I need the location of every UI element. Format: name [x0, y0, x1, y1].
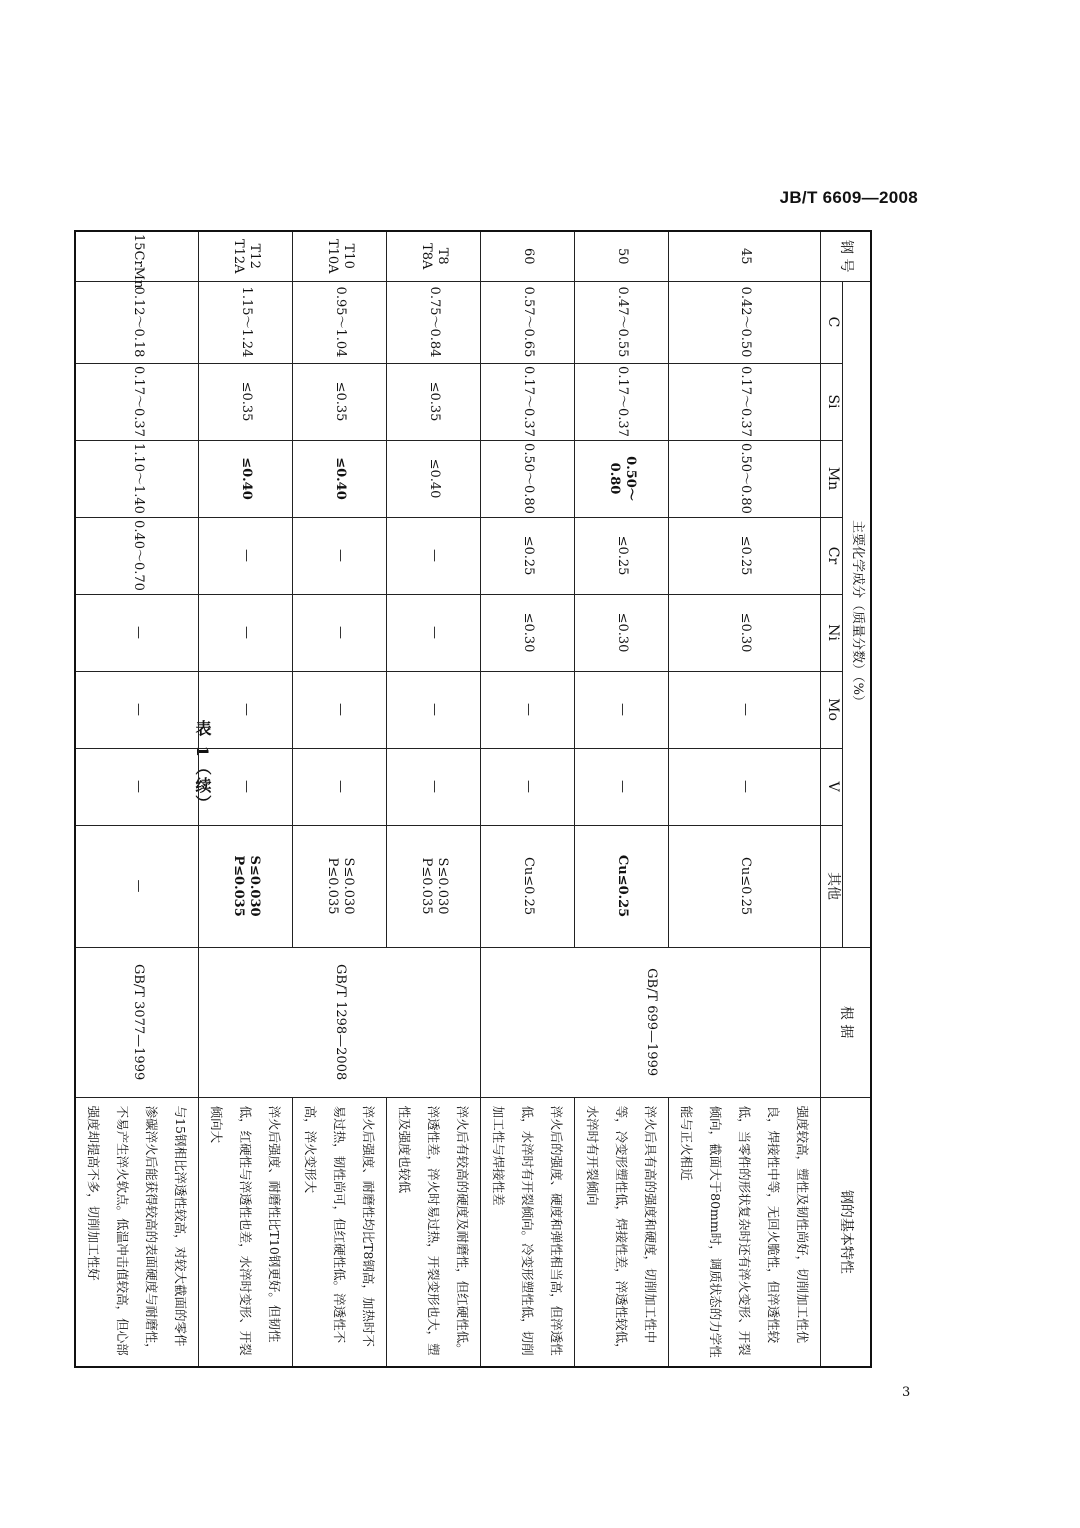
table-row: [387, 231, 481, 1367]
header-mo: Mo: [821, 671, 843, 748]
mn-cell: 0.50～0.80: [575, 440, 669, 517]
c-cell: 0.42～0.50: [669, 281, 821, 363]
other-cell: —: [76, 825, 200, 947]
header-grade: 钢 号: [821, 231, 871, 281]
grade-cell: 45: [669, 231, 821, 281]
table-title: 表 1（续）: [193, 720, 212, 813]
basis-cell: GB/T 3077—1999: [76, 947, 200, 1097]
header-mn: Mn: [821, 440, 843, 517]
v-cell: —: [481, 748, 575, 825]
table-row: [199, 231, 293, 1367]
header-cr: Cr: [821, 517, 843, 594]
header-basis: 根 据: [821, 947, 871, 1097]
header-composition: 主要化学成分（质量分数）（%）: [843, 281, 871, 947]
ni-cell: ≤0.30: [669, 594, 821, 671]
c-cell: 0.12～0.18: [76, 281, 200, 363]
cr-cell: ≤0.25: [481, 517, 575, 594]
mo-cell: —: [387, 671, 481, 748]
grade-cell: T12 T12A: [199, 231, 293, 281]
si-cell: 0.17～0.37: [76, 363, 200, 440]
ni-cell: —: [387, 594, 481, 671]
header-v: V: [821, 748, 843, 825]
si-cell: ≤0.35: [387, 363, 481, 440]
cr-cell: —: [387, 517, 481, 594]
table-row: [669, 231, 821, 1367]
ni-cell: —: [293, 594, 387, 671]
steel-properties-table: [75, 230, 873, 1368]
mo-cell: —: [76, 671, 200, 748]
other-cell: S≤0.030 P≤0.035: [293, 825, 387, 947]
si-cell: 0.17～0.37: [481, 363, 575, 440]
properties-cell: 与15钢相比淬透性较高，对较大截面的零件渗碳淬火后能获得较高的表面硬度与耐磨性，不易产生淬火软点。低温冲击值较高，但心部强度却提高不多，切削加工性好: [76, 1097, 200, 1367]
header-si: Si: [821, 363, 843, 440]
ni-cell: ≤0.30: [481, 594, 575, 671]
mn-cell: 1.10～1.40: [76, 440, 200, 517]
table-row: [76, 231, 200, 1367]
table-row: [293, 231, 387, 1367]
mn-cell: 0.50～0.80: [669, 440, 821, 517]
other-cell: S≤0.030 P≤0.035: [199, 825, 293, 947]
ni-cell: —: [76, 594, 200, 671]
table-body: [76, 231, 822, 1367]
grade-cell: T8 T8A: [387, 231, 481, 281]
basis-cell: GB/T 1298—2008: [199, 947, 481, 1097]
si-cell: ≤0.35: [293, 363, 387, 440]
table-row: [481, 231, 575, 1367]
mo-cell: —: [199, 671, 293, 748]
grade-cell: 15CrMn: [76, 231, 200, 281]
grade-cell: 60: [481, 231, 575, 281]
properties-cell: 强度较高，塑性及韧性尚好，切削加工性优良，焊接性中等，无回火脆性，但淬透性较低，当零件的形状复杂时还有淬火变形、开裂倾向，截面大于80mm时，调质状态的力学性能与正火相近: [669, 1097, 821, 1367]
mn-cell: 0.50～0.80: [481, 440, 575, 517]
header-ni: Ni: [821, 594, 843, 671]
v-cell: —: [293, 748, 387, 825]
cr-cell: 0.40～0.70: [76, 517, 200, 594]
cr-cell: —: [293, 517, 387, 594]
header-c: C: [821, 281, 843, 363]
ni-cell: —: [199, 594, 293, 671]
mo-cell: —: [293, 671, 387, 748]
mo-cell: —: [575, 671, 669, 748]
page-number: 3: [902, 1385, 911, 1400]
properties-cell: 淬火后强度、耐磨性比T10钢更好。但韧性低，红硬性与淬透性也差，水淬时变形、开裂倾向大: [199, 1097, 293, 1367]
si-cell: ≤0.35: [199, 363, 293, 440]
mn-cell: ≤0.40: [199, 440, 293, 517]
ni-cell: ≤0.30: [575, 594, 669, 671]
v-cell: —: [387, 748, 481, 825]
grade-cell: 50: [575, 231, 669, 281]
mo-cell: —: [669, 671, 821, 748]
v-cell: —: [76, 748, 200, 825]
si-cell: 0.17～0.37: [575, 363, 669, 440]
other-cell: Cu≤0.25: [481, 825, 575, 947]
document-id: JB/T 6609—2008: [779, 188, 918, 207]
table-row: [575, 231, 669, 1367]
v-cell: —: [575, 748, 669, 825]
cr-cell: ≤0.25: [575, 517, 669, 594]
c-cell: 0.57～0.65: [481, 281, 575, 363]
mn-cell: ≤0.40: [387, 440, 481, 517]
other-cell: Cu≤0.25: [575, 825, 669, 947]
header-properties: 钢的基本特性: [821, 1097, 871, 1367]
v-cell: —: [199, 748, 293, 825]
cr-cell: ≤0.25: [669, 517, 821, 594]
c-cell: 1.15～1.24: [199, 281, 293, 363]
cr-cell: —: [199, 517, 293, 594]
properties-cell: 淬火后具有高的强度和硬度，切削加工性中等，冷变形塑性低，焊接性差，淬透性较低，水淬时有开裂倾向: [575, 1097, 669, 1367]
mo-cell: —: [481, 671, 575, 748]
properties-cell: 淬火后有较高的硬度及耐磨性，但红硬性低。淬透性差，淬火时易过热，开裂变形也大，塑性及强度也较低: [387, 1097, 481, 1367]
mn-cell: ≤0.40: [293, 440, 387, 517]
properties-cell: 淬火后的强度、硬度和弹性相当高，但淬透性低，水淬时有开裂倾向。冷变形塑性低，切削加工性与焊接性差: [481, 1097, 575, 1367]
c-cell: 0.47～0.55: [575, 281, 669, 363]
c-cell: 0.95～1.04: [293, 281, 387, 363]
header-other: 其他: [821, 825, 843, 947]
other-cell: Cu≤0.25: [669, 825, 821, 947]
c-cell: 0.75～0.84: [387, 281, 481, 363]
properties-cell: 淬火后强度、耐磨性均比T8钢高，加热时不易过热，韧性尚可，但红硬性低。淬透性不高，淬火变形大: [293, 1097, 387, 1367]
other-cell: S≤0.030 P≤0.035: [387, 825, 481, 947]
basis-cell: GB/T 699—1999: [481, 947, 821, 1097]
grade-cell: T10 T10A: [293, 231, 387, 281]
si-cell: 0.17～0.37: [669, 363, 821, 440]
v-cell: —: [669, 748, 821, 825]
